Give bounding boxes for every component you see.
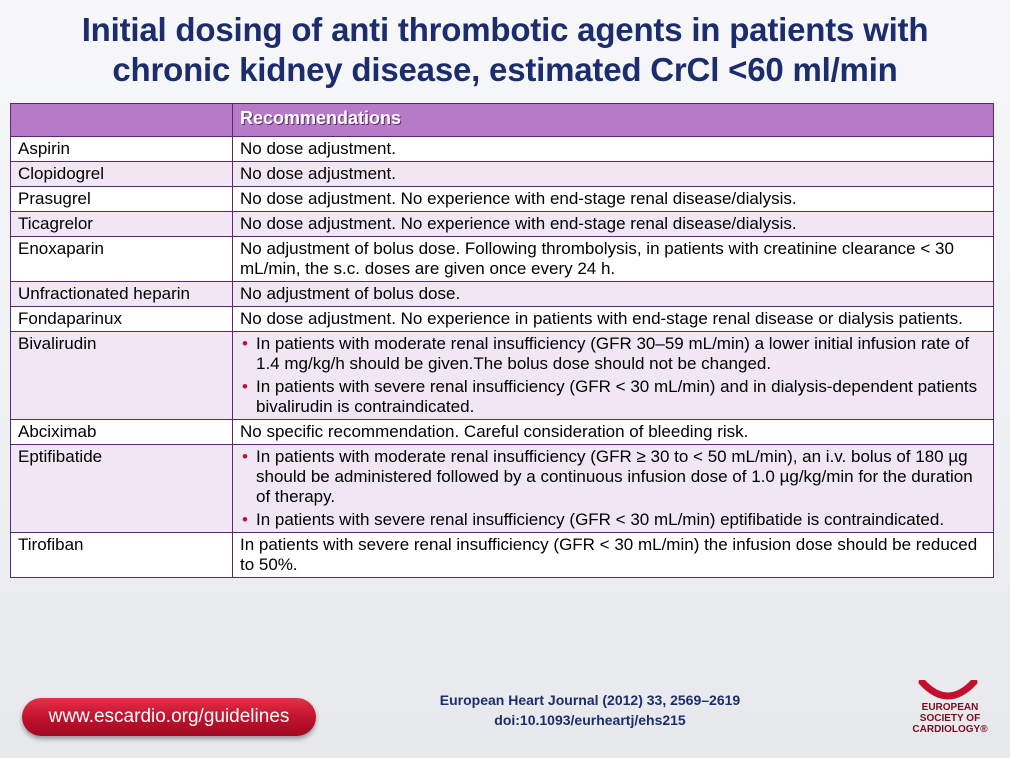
recommendation-bullets [233,445,994,533]
bullet-item: • In patients with severe renal insufficiency (GFR < 30 mL/min) and in dialysis-dependent patients bivalirudin is contraindicated. [256,377,986,417]
agent-name: Unfractionated heparin [11,282,233,307]
agent-name: Prasugrel [11,187,233,212]
agent-name: Bivalirudin [11,332,233,420]
agent-name: Aspirin [11,137,233,162]
table-row [11,533,994,578]
recommendations-table [10,103,994,578]
bullet-item: • In patients with moderate renal insufficiency (GFR ≥ 30 to < 50 mL/min), an i.v. bolus of 180 µg should be administered followed by a continuous infusion dose of 1.0 µg/kg/min for the duration of therapy. [256,447,986,507]
table-row [11,420,994,445]
recommendation-text: No adjustment of bolus dose. Following thrombolysis, in patients with creatinine clearance < 30 mL/min, the s.c. doses are given once every 24 h. [233,237,994,282]
recommendation-text: In patients with severe renal insufficiency (GFR < 30 mL/min) the infusion dose should be reduced to 50%. [233,533,994,578]
recommendation-text: No specific recommendation. Careful consideration of bleeding risk. [233,420,994,445]
slide-title-line-1: Initial dosing of anti thrombotic agents in patients with [81,11,929,48]
esc-heart-icon [918,680,978,702]
esc-logo-line-1: EUROPEAN [921,702,979,713]
agent-name: Enoxaparin [11,237,233,282]
agent-name: Fondaparinux [11,307,233,332]
esc-logo-line-2: SOCIETY OF [919,713,981,724]
citation-doi: doi:10.1093/eurheartj/ehs215 [494,712,686,728]
agent-name: Clopidogrel [11,162,233,187]
bullet-item: • In patients with moderate renal insufficiency (GFR 30–59 mL/min) a lower initial infusion rate of 1.4 mg/kg/h should be given.The bolus dose should not be changed. [256,334,986,374]
agent-name: Eptifibatide [11,445,233,533]
esc-logo [898,680,998,752]
slide-title-line-2: chronic kidney disease, estimated CrCl <60 ml/min [112,51,898,88]
agent-name: Ticagrelor [11,212,233,237]
table-row [11,212,994,237]
recommendation-text: No dose adjustment. [233,137,994,162]
header-recommendations: Recommendations [233,104,994,137]
agent-name: Tirofiban [11,533,233,578]
slide-title [0,10,1010,90]
citation [380,690,800,730]
recommendation-text: No dose adjustment. No experience with end-stage renal disease/dialysis. [233,212,994,237]
bullet-item: • In patients with severe renal insufficiency (GFR < 30 mL/min) eptifibatide is contraindicated. [256,510,986,530]
recommendation-bullets [233,332,994,420]
table-row [11,237,994,282]
recommendation-text: No dose adjustment. No experience in patients with end-stage renal disease or dialysis patients. [233,307,994,332]
recommendation-text: No adjustment of bolus dose. [233,282,994,307]
table-row [11,162,994,187]
agent-name: Abciximab [11,420,233,445]
citation-journal: European Heart Journal (2012) 33, 2569–2619 [439,692,741,708]
esc-logo-text [902,702,998,735]
recommendation-text: No dose adjustment. No experience with end-stage renal disease/dialysis. [233,187,994,212]
table-header-row [11,104,994,137]
table-row [11,282,994,307]
table-row [11,187,994,212]
esc-logo-line-3: CARDIOLOGY® [912,724,988,735]
table-row [11,137,994,162]
guidelines-url-link[interactable]: www.escardio.org/guidelines [22,698,316,736]
table-row [11,332,994,420]
table-row [11,307,994,332]
header-agent-cell [11,104,233,137]
recommendation-text: No dose adjustment. [233,162,994,187]
table-row [11,445,994,533]
